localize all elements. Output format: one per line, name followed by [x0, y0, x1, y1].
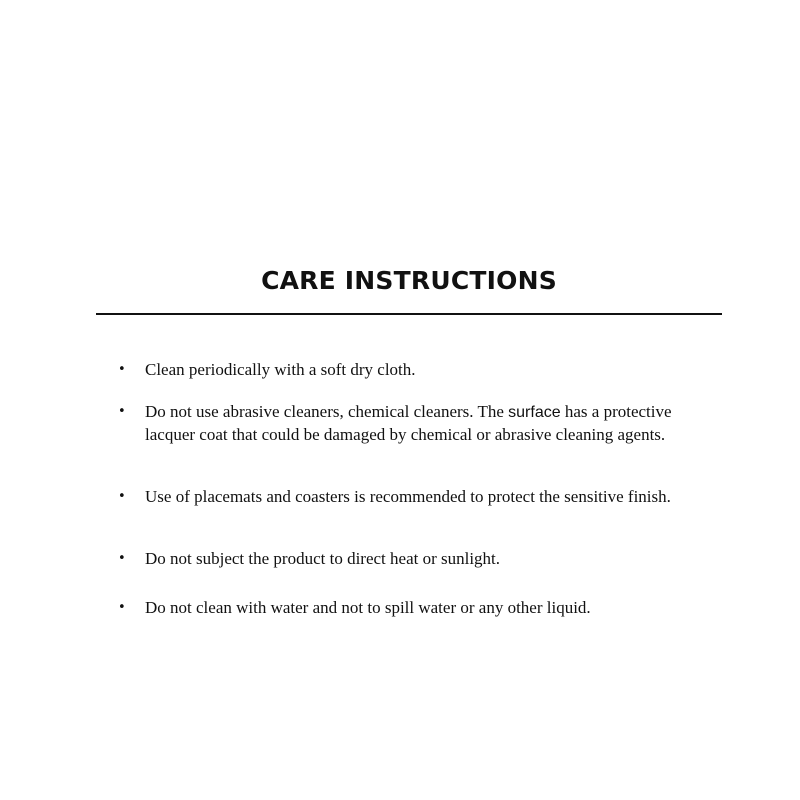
title-underline — [96, 313, 722, 315]
bullet-icon: • — [118, 600, 126, 615]
list-item-text-surface: surface — [508, 404, 561, 421]
list-item-text: Do not clean with water and not to spill water or any other liquid. — [145, 598, 591, 617]
list-item — [118, 486, 678, 508]
list-item-text-start: Do not use abrasive cleaners, chemical cleaners. The — [145, 402, 509, 421]
list-item — [118, 597, 678, 619]
list-item-text: Do not subject the product to direct heat or sunlight. — [145, 549, 501, 568]
list-item — [118, 401, 678, 445]
list-item — [118, 359, 678, 381]
list-item-text — [145, 401, 678, 445]
list-item-text: Clean periodically with a soft dry cloth. — [145, 360, 416, 379]
page-title: CARE INSTRUCTIONS — [261, 266, 557, 295]
bullet-icon: • — [118, 362, 126, 377]
list-item-text: Use of placemats and coasters is recommended to protect the sensitive finish. — [145, 487, 671, 506]
bullet-icon: • — [118, 404, 126, 419]
list-item — [118, 548, 678, 570]
list-item-text-end: has a protective lacquer coat that could be damaged by chemical or abrasive cleaning agents. — [145, 402, 672, 444]
bullet-icon: • — [118, 489, 126, 504]
bullet-icon: • — [118, 551, 126, 566]
